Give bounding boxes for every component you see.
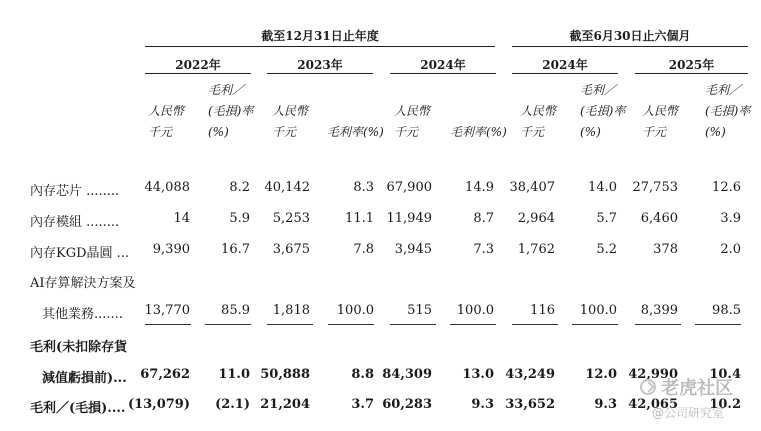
cell: 100.0 — [456, 303, 494, 318]
unit-margin-2022: 毛利／ (毛損)率 (%) — [208, 83, 254, 139]
unit-margin-2024: 毛利率(%) — [450, 125, 507, 139]
row-label-gross-profit-pre-1: 毛利(未扣除存貨 — [30, 340, 128, 355]
unit-rmb-2025-h1: 人民幣 千元 — [642, 104, 679, 139]
row-label-gross-profit-pre-2: 減值虧損前)... — [42, 371, 127, 386]
unit-rmb-2024-h1: 人民幣 千元 — [520, 104, 557, 139]
cell: 2,964 — [517, 211, 555, 226]
cell: 60,283 — [382, 397, 432, 412]
cell: 1,762 — [517, 242, 555, 257]
cell: 515 — [407, 303, 432, 318]
cell: 3.7 — [351, 397, 374, 412]
year-rule-2022 — [145, 73, 251, 74]
cell: 8.2 — [229, 180, 250, 195]
cell: 9.3 — [594, 397, 617, 412]
watermark-title: 老虎社区 — [661, 378, 734, 399]
cell: 9.3 — [471, 397, 494, 412]
cell: 11.1 — [345, 211, 374, 226]
cell: 84,309 — [382, 367, 432, 382]
cell: 44,088 — [144, 180, 190, 195]
cell: 3,675 — [272, 242, 310, 257]
cell: 7.3 — [473, 242, 494, 257]
cell: 5.9 — [229, 211, 250, 226]
cell: 43,249 — [505, 367, 555, 382]
year-header-2022: 2022年 — [175, 58, 221, 72]
cell: 8.3 — [353, 180, 374, 195]
cell: 21,204 — [260, 397, 310, 412]
unit-rmb-2023: 人民幣 千元 — [272, 104, 309, 139]
cell: 8,399 — [640, 303, 678, 318]
cell: 6,460 — [640, 211, 678, 226]
cell: 16.7 — [221, 242, 250, 257]
row-label-kgd-wafer: 內存KGD晶圓 ... — [30, 246, 130, 261]
cell: 11,949 — [386, 211, 432, 226]
cell: 13.0 — [462, 367, 494, 382]
subtotal-rule — [512, 324, 558, 325]
subtotal-rule — [390, 324, 436, 325]
unit-rmb-2022: 人民幣 千元 — [148, 104, 185, 139]
cell: 42,990 — [628, 367, 678, 382]
unit-margin-2024-h1: 毛利／ (毛損)率 (%) — [580, 83, 626, 139]
year-header-2024: 2024年 — [420, 58, 466, 72]
unit-margin-2023: 毛利率(%) — [327, 125, 384, 139]
cell: 8.7 — [473, 211, 494, 226]
subtotal-rule — [328, 324, 374, 325]
cell: 100.0 — [579, 303, 617, 318]
subtotal-rule — [450, 324, 496, 325]
cell: 33,652 — [505, 397, 555, 412]
year-header-2024-h1: 2024年 — [542, 58, 588, 72]
subtotal-rule — [267, 324, 313, 325]
watermark — [640, 374, 733, 400]
cell: 100.0 — [336, 303, 374, 318]
cell: 38,407 — [509, 180, 555, 195]
subtotal-rule — [145, 324, 191, 325]
cell: 14.0 — [588, 180, 617, 195]
cell: 42,065 — [628, 397, 678, 412]
cell: 5.2 — [596, 242, 617, 257]
year-header-2025-h1: 2025年 — [668, 58, 715, 72]
cell: 10.2 — [709, 397, 741, 412]
row-label-gross-profit: 毛利／(毛損).... — [30, 401, 126, 416]
cell: 7.8 — [353, 242, 374, 257]
cell: 27,753 — [632, 180, 678, 195]
cell: 10.4 — [709, 367, 741, 382]
period-rule-six-months — [512, 46, 748, 47]
cell: 12.6 — [712, 180, 741, 195]
row-label-ai-solutions-2: 其他業務....... — [42, 307, 123, 322]
unit-rmb-2024: 人民幣 千元 — [394, 104, 431, 139]
cell: 5.7 — [596, 211, 617, 226]
subtotal-rule — [635, 324, 681, 325]
cell: (13,079) — [127, 397, 190, 412]
cell: (2.1) — [215, 397, 250, 412]
cell: 40,142 — [264, 180, 310, 195]
cell: 85.9 — [221, 303, 250, 318]
cell: 12.0 — [585, 367, 617, 382]
watermark-subtitle: @公司研究室 — [652, 406, 725, 420]
cell: 9,390 — [152, 242, 190, 257]
cell: 67,900 — [386, 180, 432, 195]
period-rule-fiscal-year — [145, 46, 495, 47]
cell: 13,770 — [144, 303, 190, 318]
cell: 2.0 — [720, 242, 741, 257]
cell: 50,888 — [260, 367, 310, 382]
cell: 378 — [653, 242, 678, 257]
year-header-2023: 2023年 — [297, 58, 343, 72]
tiger-logo-icon — [640, 379, 656, 395]
cell: 116 — [530, 303, 555, 318]
cell: 98.5 — [712, 303, 741, 318]
cell: 3,945 — [394, 242, 432, 257]
subtotal-rule — [572, 324, 618, 325]
year-rule-2023 — [267, 73, 373, 74]
cell: 5,253 — [272, 211, 310, 226]
year-rule-2024 — [390, 73, 496, 74]
subtotal-rule — [205, 324, 251, 325]
cell: 8.8 — [351, 367, 374, 382]
cell: 14 — [173, 211, 190, 226]
cell: 3.9 — [720, 211, 741, 226]
year-rule-2025-h1 — [635, 73, 748, 74]
year-rule-2024-h1 — [512, 73, 618, 74]
cell: 1,818 — [272, 303, 310, 318]
subtotal-rule — [695, 324, 741, 325]
period-header-fiscal-year: 截至12月31日止年度 — [261, 29, 379, 43]
cell: 11.0 — [218, 367, 250, 382]
row-label-ai-solutions-1: AI存算解決方案及 — [30, 276, 136, 291]
cell: 67,262 — [140, 367, 190, 382]
row-label-memory-module: 內存模組 ........ — [30, 215, 120, 230]
row-label-memory-chip: 內存芯片 ........ — [30, 184, 120, 199]
cell: 14.9 — [465, 180, 494, 195]
unit-margin-2025-h1: 毛利／ (毛損)率 (%) — [705, 83, 751, 139]
period-header-six-months: 截至6月30日止六個月 — [569, 29, 691, 43]
